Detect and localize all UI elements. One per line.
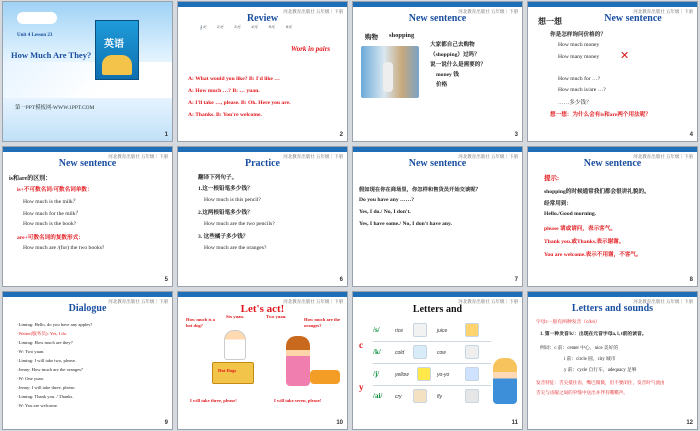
prompt-line: 说一说什么是需要的？ xyxy=(430,62,486,68)
option-line: How many money xyxy=(558,54,600,60)
side-letter: c xyxy=(359,340,363,350)
option-line: How much is/are …? xyxy=(558,87,606,93)
slide-number: 10 xyxy=(336,420,343,426)
cartoon-kids-picture xyxy=(493,358,517,404)
example-word: rice xyxy=(395,328,404,334)
vocab-english: shopping xyxy=(389,32,415,39)
sound-label: /j/ xyxy=(373,370,380,378)
supermarket-photo xyxy=(361,46,419,98)
wrong-cross-icon: ✕ xyxy=(620,49,630,62)
publisher-label: 河北教育出版社 五年级｜下册 xyxy=(633,154,693,159)
textbook-title: 英语 xyxy=(104,39,124,50)
dialogue-line: A: What would you like? B: I'd like … xyxy=(188,76,280,82)
answer-line: How much are the two pencils? xyxy=(204,221,275,227)
example-line: y 前：cycle 自行车，adequacy 足够 xyxy=(564,368,637,373)
vendor-figure xyxy=(224,330,246,360)
slide-header-bar xyxy=(3,147,172,152)
slide-thumbnail-7[interactable] xyxy=(352,146,523,287)
cry-picture xyxy=(413,389,427,403)
slide-number: 11 xyxy=(511,420,518,426)
example-word: fly xyxy=(437,394,442,400)
prompt-line: （shopping）过吗？ xyxy=(430,52,480,58)
grammar-rule: is+不可数名词/可数名词单数： xyxy=(17,187,93,193)
publisher-label: 河北教育出版社 五年级｜下册 xyxy=(283,299,343,304)
juice-picture xyxy=(465,323,479,337)
publisher-label: 河北教育出版社 五年级｜下册 xyxy=(108,154,168,159)
dialogue-line: ·W: Two yuan. xyxy=(17,349,45,354)
slide-number: 5 xyxy=(164,277,168,283)
publisher-label: 河北教育出版社 五年级｜下册 xyxy=(283,9,343,14)
vocab-line: money 钱 xyxy=(436,72,459,78)
tip-line: You are welcome.表示不用谢，不客气。 xyxy=(544,252,642,258)
slide-thumbnail-4[interactable] xyxy=(527,1,698,142)
reply-line: I will take seven, please! xyxy=(274,398,322,403)
feature-line: 舌尖与齿龈之间的窄缝中送出并伴有嘶嘶声。 xyxy=(536,390,628,395)
dialogue-line: ·Liming: Hello, do you have any apples? xyxy=(17,322,93,327)
instruction-line: 翻译下列句子。 xyxy=(198,175,238,181)
slide-title: Practice xyxy=(245,158,280,169)
slide-title: New sentence xyxy=(408,13,467,24)
slide-thumbnail-1[interactable] xyxy=(2,1,173,142)
price-row xyxy=(200,24,292,30)
question-line: 想一想：为什么会有is和are两个用法呢？ xyxy=(550,112,651,118)
cold-picture xyxy=(413,345,427,359)
example-word: juice xyxy=(437,328,448,334)
example-word: yo-yo xyxy=(437,372,450,378)
example-word: yellow xyxy=(395,372,409,378)
slide-thumbnail-2[interactable] xyxy=(177,1,348,142)
food-price-grid xyxy=(200,28,292,72)
example-line: How much is the milk？ xyxy=(23,199,79,205)
yellow-picture xyxy=(417,367,431,381)
tip-line: Thank you.或Thanks.表示谢谢。 xyxy=(544,239,625,245)
phonics-table xyxy=(373,320,491,408)
slide-title: New sentence xyxy=(58,158,117,169)
speech-bubble: How much is a hot dog? xyxy=(186,317,215,328)
tip-line: shopping的时候通常我们都会很讲礼貌的。 xyxy=(544,189,650,195)
sound-label: /s/ xyxy=(373,326,380,334)
girl-figure xyxy=(286,336,310,386)
side-letter: y xyxy=(359,382,364,392)
dialogue-line: A: Thanks. B: You're welcome. xyxy=(188,112,262,118)
grammar-rule: are+可数名词的复数形式： xyxy=(17,235,84,241)
hot-dog-cart xyxy=(212,362,254,384)
price-label: 4元 xyxy=(251,24,258,29)
cloud-shape xyxy=(17,12,57,24)
tip-label: 提示: xyxy=(544,175,560,182)
feature-line: 发音特征：舌尖抵住齿，嘴巴微微，但不要闭住，发音时气流由 xyxy=(536,380,665,385)
slide-header-bar xyxy=(178,147,347,152)
slide-thumbnail-6[interactable] xyxy=(177,146,348,287)
dialogue-line: ·Liming: Thank you. / Thanks. xyxy=(17,394,74,399)
rice-picture xyxy=(413,323,427,337)
slide-number: 2 xyxy=(339,132,343,138)
pattern-line: Yes, I have some./ No, I don't have any. xyxy=(359,221,452,227)
dialogue-line: ·Jenny: I will take three, please. xyxy=(17,385,76,390)
slide-title: Dialogue xyxy=(68,303,107,314)
phonics-row xyxy=(373,320,491,342)
publisher-label: 河北教育出版社 五年级｜下册 xyxy=(633,299,693,304)
speech-bubble: Two yuan. xyxy=(266,314,287,319)
rule-line: 1. 第一种发音/k/：出现在元音字母a, l, t前的读音。 xyxy=(540,332,647,337)
slide-title: New sentence xyxy=(408,158,467,169)
example-line: 例词：c 前：center 中心，nice 美好的 xyxy=(540,346,619,351)
slide-number: 3 xyxy=(514,132,518,138)
example-line: How much for the milk？ xyxy=(23,211,82,217)
dialogue-line: ·Liming: I will take two, please. xyxy=(17,358,77,363)
dialogue-line: ·W: One yuan. xyxy=(17,376,44,381)
slide-thumbnail-8[interactable] xyxy=(527,146,698,287)
reply-line: I will take three, please! xyxy=(190,398,237,403)
cart-label: Hot Dogs xyxy=(218,368,237,373)
slide-header-bar xyxy=(3,292,172,297)
slide-number: 1 xyxy=(164,132,168,138)
shopper-figure xyxy=(383,62,393,92)
example-word: cow xyxy=(437,350,446,356)
prompt-line: 大家都自己去购物 xyxy=(430,42,475,48)
slide-header-bar xyxy=(528,2,697,7)
slide-header-bar xyxy=(353,147,522,152)
slide-title: New sentence xyxy=(583,158,642,169)
slide-number: 12 xyxy=(686,420,693,426)
cover-footer: 第一PPT模板网-WWW.1PPT.COM xyxy=(15,105,95,111)
example-line: How much is the book? xyxy=(23,221,77,227)
example-line: How much are /(for) the two books? xyxy=(23,245,105,251)
slide-number: 7 xyxy=(514,277,518,283)
dialogue-line: ·W: You are welcome. xyxy=(17,403,59,408)
slide-thumbnail-12[interactable] xyxy=(527,291,698,430)
publisher-label: 河北教育出版社 五年级｜下册 xyxy=(458,9,518,14)
yoyo-picture xyxy=(465,367,479,381)
orange-stand xyxy=(310,370,340,384)
answer-line: How much is this pencil? xyxy=(204,197,261,203)
slide-header-bar xyxy=(528,147,697,152)
price-label: 5元 xyxy=(268,24,275,29)
phonics-row xyxy=(373,386,491,408)
textbook-cover xyxy=(95,20,139,80)
slide-title: Letters and sounds xyxy=(571,303,654,314)
tip-line: 经常用到： xyxy=(544,201,572,207)
grammar-heading: is和are的区别： xyxy=(9,176,52,182)
slide-header-bar xyxy=(353,292,522,297)
slide-thumbnail-10[interactable] xyxy=(177,291,348,430)
question-line: 1.这一根铅笔多少钱？ xyxy=(198,186,253,192)
slide-thumbnail-3[interactable] xyxy=(352,1,523,142)
slide-header-bar xyxy=(178,292,347,297)
option-line: How much money xyxy=(558,42,600,48)
example-word: cry xyxy=(395,394,402,400)
phonics-row xyxy=(373,364,491,386)
slide-number: 6 xyxy=(339,277,343,283)
question-line: 3. 这些橘子多少钱？ xyxy=(198,234,249,240)
slide-number: 9 xyxy=(164,420,168,426)
question-line: 你是怎样询问价格的？ xyxy=(550,32,606,38)
slide-thumbnail-11[interactable] xyxy=(352,291,523,430)
price-label: 1元 xyxy=(200,24,207,29)
slide-number: 4 xyxy=(689,132,693,138)
think-label: 想一想 xyxy=(538,17,562,26)
dialogue-line: A: I'll take …, please. B: Ok. Here you are. xyxy=(188,100,291,106)
answer-line: How much are the oranges? xyxy=(204,245,267,251)
dialogue-line: ·Waiter(服务员): Yes, I do. xyxy=(17,331,68,336)
tip-line: Hello./Good morning. xyxy=(544,211,597,217)
slide-title: Let's act! xyxy=(240,303,285,315)
slide-title: Letters and xyxy=(412,304,463,315)
vocab-line: 价格 xyxy=(436,82,448,88)
dialogue-line: ·Liming: How much are they? xyxy=(17,340,73,345)
slide-thumbnail-5[interactable] xyxy=(2,146,173,287)
example-line: i 前：circle 圆，city 城市 xyxy=(564,357,616,362)
price-label: 3元 xyxy=(234,24,241,29)
price-label: 2元 xyxy=(217,24,224,29)
publisher-label: 河北教育出版社 五年级｜下册 xyxy=(633,9,693,14)
sound-label: /k/ xyxy=(373,348,381,356)
pattern-line: Yes, I do./ No, I don't. xyxy=(359,209,411,215)
fly-picture xyxy=(465,389,479,403)
textbook-figure xyxy=(102,55,132,75)
publisher-label: 河北教育出版社 五年级｜下册 xyxy=(283,154,343,159)
dialogue-line: ·Jenny: How much are the oranges? xyxy=(17,367,83,372)
option-line: How much for …? xyxy=(558,76,601,82)
speech-bubble: Six yuan. xyxy=(226,314,245,319)
unit-label: Unit 4 Lesson 23 xyxy=(17,33,53,38)
lesson-title: How Much Are They? xyxy=(11,50,92,60)
sound-label: /ai/ xyxy=(373,392,383,400)
rule-heading: 字母c一般有两种发音（c/k/s） xyxy=(536,320,600,325)
slide-title: New sentence xyxy=(604,13,662,24)
slide-number: 8 xyxy=(689,277,693,283)
example-word: cold xyxy=(395,350,405,356)
work-in-pairs-label: Work in pairs xyxy=(291,45,331,53)
phonics-row xyxy=(373,342,491,364)
publisher-label: 河北教育出版社 五年级｜下册 xyxy=(108,299,168,304)
slide-header-bar xyxy=(528,292,697,297)
tip-line: please 请或请问，表示客气。 xyxy=(544,226,616,232)
speech-bubble: How much are the oranges? xyxy=(304,317,341,328)
pattern-line: Do you have any ……? xyxy=(359,197,415,203)
vocab-chinese: 购物 xyxy=(365,34,378,41)
cow-picture xyxy=(465,345,479,359)
dialogue-line: A: How much …? B: … yuan. xyxy=(188,88,260,94)
slide-header-bar xyxy=(353,2,522,7)
publisher-label: 河北教育出版社 五年级｜下册 xyxy=(458,154,518,159)
question-line: 2.这两根铅笔多少钱？ xyxy=(198,210,253,216)
price-label: 6元 xyxy=(285,24,292,29)
slide-header-bar xyxy=(178,2,347,7)
slide-thumbnail-9[interactable] xyxy=(2,291,173,430)
option-line: ……多少钱？ xyxy=(558,100,592,106)
slide-title: Review xyxy=(246,13,279,24)
publisher-label: 河北教育出版社 五年级｜下册 xyxy=(458,299,518,304)
prompt-line: 假如现在你在商场里，你怎样和售货员开始交谈呢？ xyxy=(359,187,481,193)
